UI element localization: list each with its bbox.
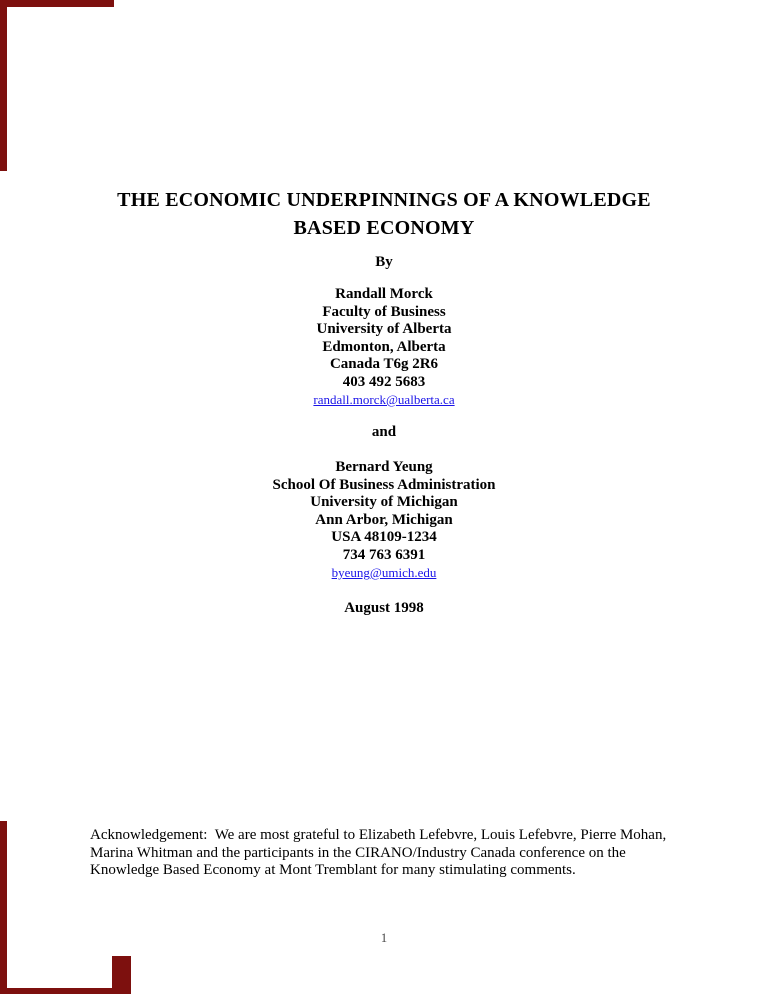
affiliation-line: Edmonton, Alberta: [322, 338, 446, 355]
acknowledgement-line: Marina Whitman and the participants in the CIRANO/Industry Canada conference on the: [90, 844, 626, 861]
acknowledgement-line: Acknowledgement: We are most grateful to Elizabeth Lefebvre, Louis Lefebvre, Pierre Mohan,: [90, 827, 667, 843]
viewer-edge-top: [0, 0, 114, 7]
affiliation-line: University of Michigan: [310, 494, 458, 510]
affiliation-line: School Of Business Administration: [272, 476, 496, 493]
viewer-edge-bottom-stub: [112, 956, 131, 994]
email-line: [0, 564, 768, 582]
acknowledgement: [90, 827, 710, 880]
phone-line: 403 492 5683: [342, 373, 426, 390]
connector-and: and: [371, 424, 397, 440]
email-line: [0, 391, 768, 409]
author-email-link[interactable]: byeung@umich.edu: [331, 565, 437, 580]
paper-title: [0, 186, 768, 242]
viewer-edge-left-bottom: [0, 821, 7, 994]
viewer-edge-left-top: [0, 0, 7, 171]
author-name: Randall Morck: [335, 286, 433, 302]
byline: By: [375, 254, 393, 270]
author-name: Bernard Yeung: [335, 459, 433, 475]
affiliation-line: Faculty of Business: [322, 303, 446, 320]
author-block-bernard-yeung: [0, 459, 768, 582]
page-number: 1: [380, 931, 388, 945]
affiliation-line: USA 48109-1234: [331, 529, 437, 545]
paper-date: August 1998: [344, 600, 424, 616]
affiliation-line: Canada T6g 2R6: [329, 356, 439, 372]
paper-title-line-1: THE ECONOMIC UNDERPINNINGS OF A KNOWLEDGE: [117, 189, 651, 211]
phone-line: 734 763 6391: [342, 546, 426, 563]
affiliation-line: Ann Arbor, Michigan: [315, 511, 453, 528]
paper-title-line-2: BASED ECONOMY: [293, 217, 475, 239]
author-block-randall-morck: [0, 286, 768, 409]
acknowledgement-line: Knowledge Based Economy at Mont Tremblant for many stimulating comments.: [90, 862, 576, 878]
affiliation-line: University of Alberta: [316, 321, 452, 337]
author-email-link[interactable]: randall.morck@ualberta.ca: [313, 392, 455, 407]
